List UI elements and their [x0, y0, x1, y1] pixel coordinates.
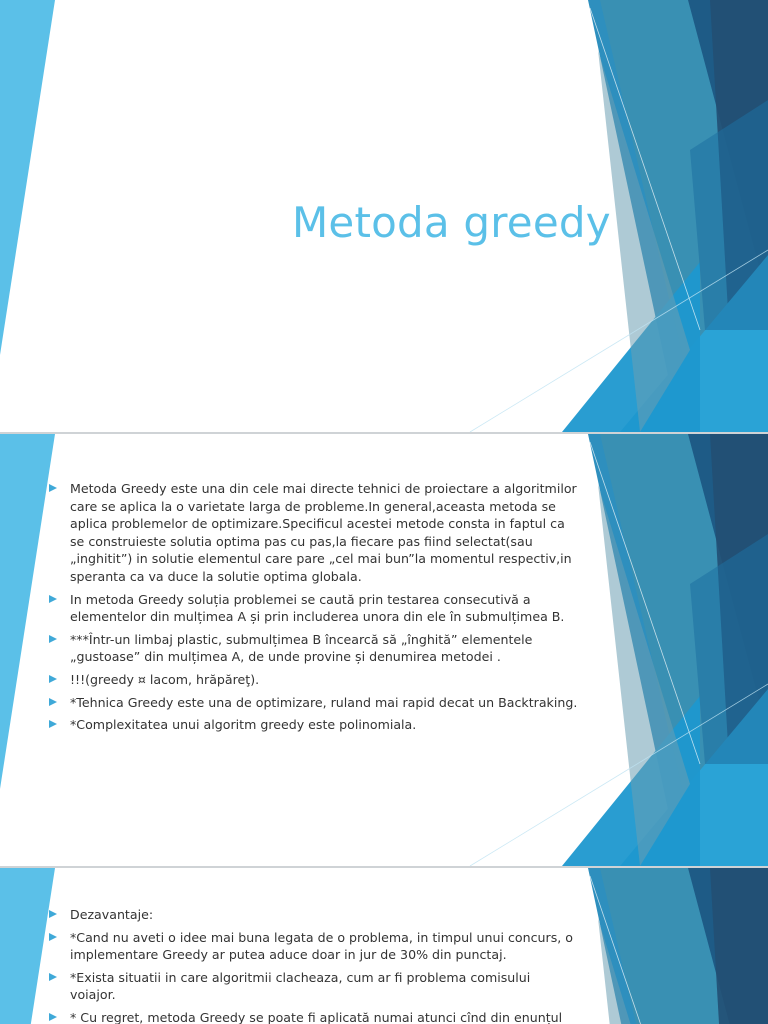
- bullet-item: [48, 1009, 578, 1024]
- triangle-right-icon: [49, 933, 57, 941]
- triangle-right-icon: [49, 675, 57, 683]
- title-slide: [0, 0, 768, 432]
- slide-title: Metoda greedy: [292, 198, 611, 247]
- bullet-text: Dezavantaje:: [70, 907, 154, 922]
- bullet-item: [48, 694, 578, 712]
- triangle-right-icon: [49, 698, 57, 706]
- triangle-right-icon: [49, 720, 57, 728]
- triangle-right-icon: [49, 910, 57, 918]
- bullet-text: !!!(greedy ¤ lacom, hrăpăreţ).: [70, 671, 260, 687]
- bullet-text: Metoda Greedy este una din cele mai directe tehnici de proiectare a algoritmilor care se aplica la o varietate larga de probleme.In general,aceasta metoda se aplica problemelor de optimizare.Specificul acestei metode consta in faptul ca se construieste solutia optima pas cu pas,la fiecare pas fiind selectat(sau „inghitit”) in solutie elementul care pare „cel mai bun”la momentul respectiv,in speranta ca va duce la solutie optima globala.: [70, 481, 577, 584]
- content-slide: [0, 434, 768, 866]
- bullet-text: *Cand nu aveti o idee mai buna legata de o problema, in timpul unui concurs, o implementare Greedy ar putea aduce doar in jur de 30% din punctaj.: [70, 929, 573, 963]
- bullet-item: [48, 929, 578, 964]
- bullet-text: *Complexitatea unui algoritm greedy este polinomiala.: [70, 717, 417, 733]
- content-slide: [0, 868, 768, 1024]
- bullet-text: In metoda Greedy soluția problemei se caută prin testarea consecutivă a elementelor din mulțimea A și prin includerea unora din ele în submulțimea B.: [70, 591, 565, 625]
- bullet-item: [48, 480, 578, 586]
- bullet-item: [48, 671, 578, 689]
- bullet-item: [48, 591, 578, 626]
- bullet-list: [48, 480, 578, 739]
- triangle-right-icon: [49, 484, 57, 492]
- bullet-item: [48, 906, 578, 924]
- bullet-text: *Exista situatii in care algoritmii clacheaza, cum ar fi problema comisului voiajor.: [70, 969, 531, 1003]
- bullet-text: ***Într-un limbaj plastic, submulțimea B încearcă să „înghită” elementele „gustoase” din mulțimea A, de unde provine și denumirea metodei .: [70, 631, 533, 665]
- triangle-right-icon: [49, 635, 57, 643]
- triangle-right-icon: [49, 1013, 57, 1021]
- bullet-item: [48, 969, 578, 1004]
- triangle-right-icon: [49, 595, 57, 603]
- bullet-item: [48, 716, 578, 734]
- bullet-list: [48, 906, 578, 1024]
- bullet-text: *Tehnica Greedy este una de optimizare, ruland mai rapid decat un Backtraking.: [70, 694, 578, 710]
- bullet-text: * Cu regret, metoda Greedy se poate fi aplicată numai atunci cînd din enunțul: [70, 1009, 563, 1024]
- triangle-right-icon: [49, 973, 57, 981]
- bullet-item: [48, 631, 578, 666]
